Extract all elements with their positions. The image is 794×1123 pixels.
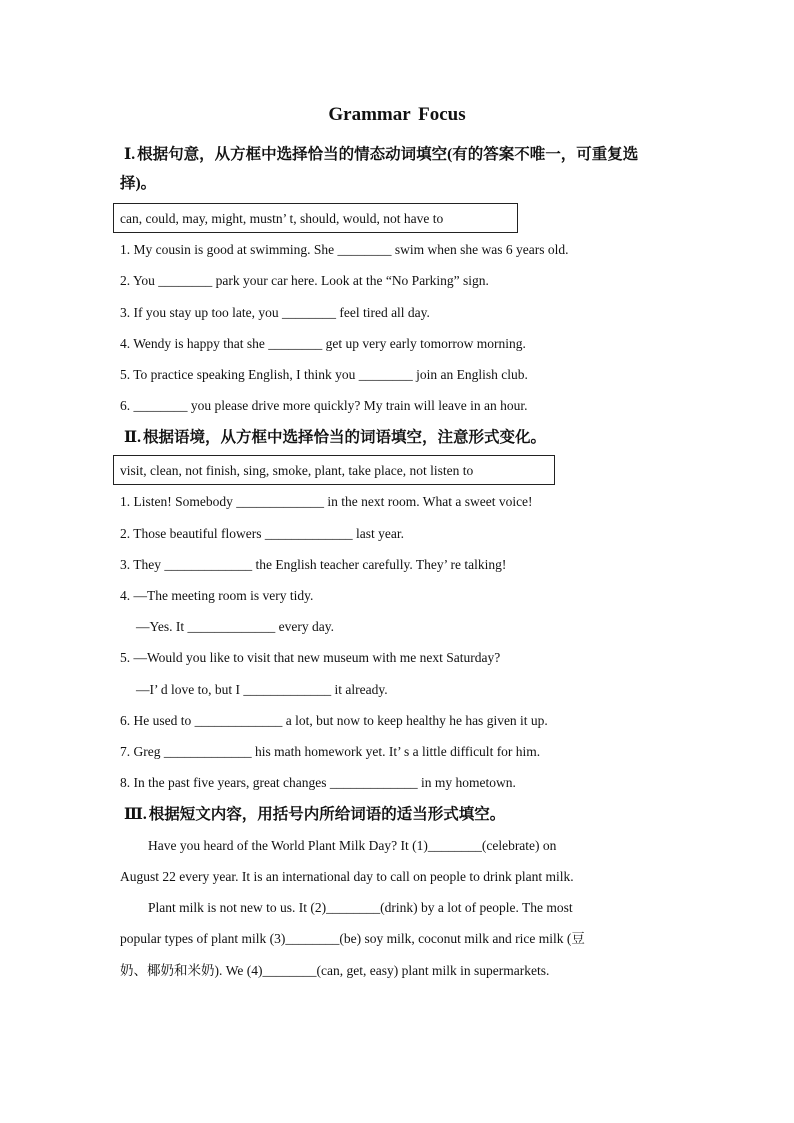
section-2-item-1: 1. Listen! Somebody _____________ in the next room. What a sweet voice! xyxy=(120,494,533,509)
section-2-item-3: 3. They _____________ the English teacher carefully. They’ re talking! xyxy=(120,557,507,572)
page-title: Grammar Focus xyxy=(328,104,466,125)
section-3-text-line-2: August 22 every year. It is an international day to call on people to drink plant milk. xyxy=(120,869,574,884)
section-1-item-4: 4. Wendy is happy that she ________ get up very early tomorrow morning. xyxy=(120,336,526,351)
section-2-numeral: Ⅱ. xyxy=(124,429,141,446)
section-3-heading xyxy=(120,800,675,829)
section-2-item-5-question: 5. —Would you like to visit that new museum with me next Saturday? xyxy=(120,650,501,665)
section-3-text-line-4: popular types of plant milk (3)________(be) soy milk, coconut milk and rice milk (豆 xyxy=(120,931,585,946)
section-1-item-5: 5. To practice speaking English, I think you ________ join an English club. xyxy=(120,367,528,382)
section-1-item-6: 6. ________ you please drive more quickly? My train will leave in an hour. xyxy=(120,398,528,413)
section-1-item-1: 1. My cousin is good at swimming. She ________ swim when she was 6 years old. xyxy=(120,242,569,257)
section-2-item-4-answer: —Yes. It _____________ every day. xyxy=(136,619,334,634)
section-2-item-7: 7. Greg _____________ his math homework yet. It’ s a little difficult for him. xyxy=(120,744,541,759)
section-2-item-6: 6. He used to _____________ a lot, but now to keep healthy he has given it up. xyxy=(120,713,548,728)
section-2-heading xyxy=(120,423,675,452)
section-1-instruction-line1: 根据句意，从方框中选择恰当的情态动词填空(有的答案不唯一，可重复选 xyxy=(137,146,639,163)
section-3-text-line-1: Have you heard of the World Plant Milk Day? It (1)________(celebrate) on xyxy=(148,838,557,853)
section-2-word-box: visit, clean, not finish, sing, smoke, plant, take place, not listen to xyxy=(113,455,555,485)
section-1-word-box: can, could, may, might, mustn’ t, should, would, not have to xyxy=(113,203,518,233)
section-1-heading xyxy=(120,140,675,198)
section-2-item-4-question: 4. —The meeting room is very tidy. xyxy=(120,588,314,603)
section-2-instruction: 根据语境，从方框中选择恰当的词语填空，注意形式变化。 xyxy=(142,429,546,446)
section-1-instruction-line2: 择)。 xyxy=(120,175,157,192)
section-1-item-2: 2. You ________ park your car here. Look at the “No Parking” sign. xyxy=(120,273,489,288)
section-1-numeral: Ⅰ. xyxy=(124,146,136,163)
section-3-text-line-3: Plant milk is not new to us. It (2)________(drink) by a lot of people. The most xyxy=(148,900,573,915)
section-2-item-5-answer: —I’ d love to, but I _____________ it already. xyxy=(136,682,388,697)
section-3-numeral: Ⅲ. xyxy=(124,806,147,823)
section-3-text-line-5: 奶、椰奶和米奶). We (4)________(can, get, easy) plant milk in supermarkets. xyxy=(120,963,550,978)
section-3-instruction: 根据短文内容，用括号内所给词语的适当形式填空。 xyxy=(148,806,506,823)
section-1-item-3: 3. If you stay up too late, you ________ feel tired all day. xyxy=(120,305,430,320)
section-2-item-8: 8. In the past five years, great changes _____________ in my hometown. xyxy=(120,775,516,790)
section-2-item-2: 2. Those beautiful flowers _____________ last year. xyxy=(120,526,404,541)
